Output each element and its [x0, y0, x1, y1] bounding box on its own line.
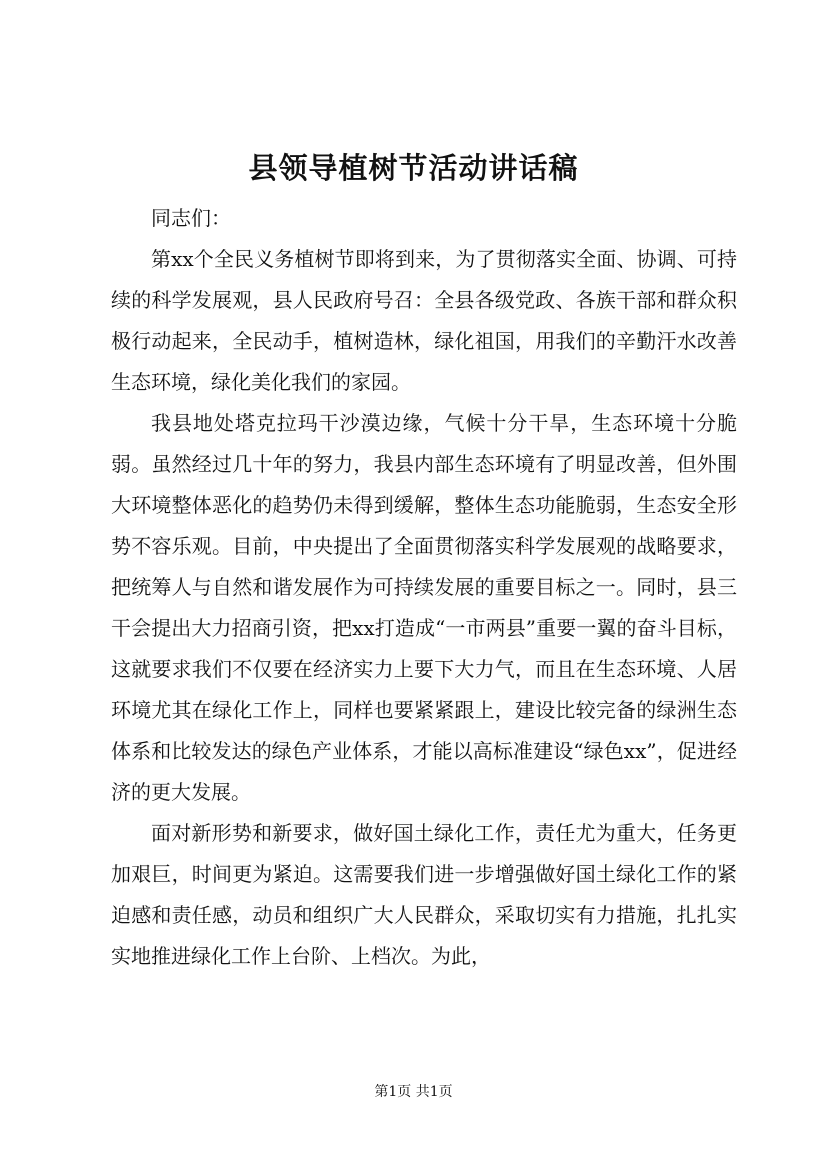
- salutation-paragraph: 同志们：: [151, 206, 231, 230]
- body-paragraph-2: 我县地处塔克拉玛干沙漠边缘，气候十分干旱，生态环境十分脆弱。虽然经过几十年的努力，我县内部生态环境有了明显改善，但外围大环境整体恶化的趋势仍未得到缓解，整体生态功能脆弱，生态安全形势不容乐观。目前，中央提出了全面贯彻落实科学发展观的战略要求，把统筹人与自然和谐发展作为可持续发展的重要目标之一。同时，县三干会提出大力招商引资，把xx打造成“一市两县”重要一翼的奋斗目标，这就要求我们不仅要在经济实力上要下大力气，而且在生态环境、人居环境尤其在绿化工作上，同样也要紧紧跟上，建设比较完备的绿洲生态体系和比较发达的绿色产业体系，才能以高标准建设“绿色xx”，促进经济的更大发展。: [111, 411, 737, 804]
- document-title: 县领导植树节活动讲话稿: [248, 151, 579, 185]
- page-number-footer: 第1页 共1页: [374, 1084, 453, 1100]
- body-paragraph-3: 面对新形势和新要求，做好国土绿化工作，责任尤为重大，任务更加艰巨，时间更为紧迫。这需要我们进一步增强做好国土绿化工作的紧迫感和责任感，动员和组织广大人民群众，采取切实有力措施，扎扎实实地推进绿化工作上台阶、上档次。为此，: [111, 821, 737, 968]
- body-paragraph-1: 第xx个全民义务植树节即将到来，为了贯彻落实全面、协调、可持续的科学发展观，县人民政府号召：全县各级党政、各族干部和群众积极行动起来，全民动手，植树造林，绿化祖国，用我们的辛勤汗水改善生态环境，绿化美化我们的家园。: [111, 247, 737, 394]
- document-body: [111, 198, 737, 977]
